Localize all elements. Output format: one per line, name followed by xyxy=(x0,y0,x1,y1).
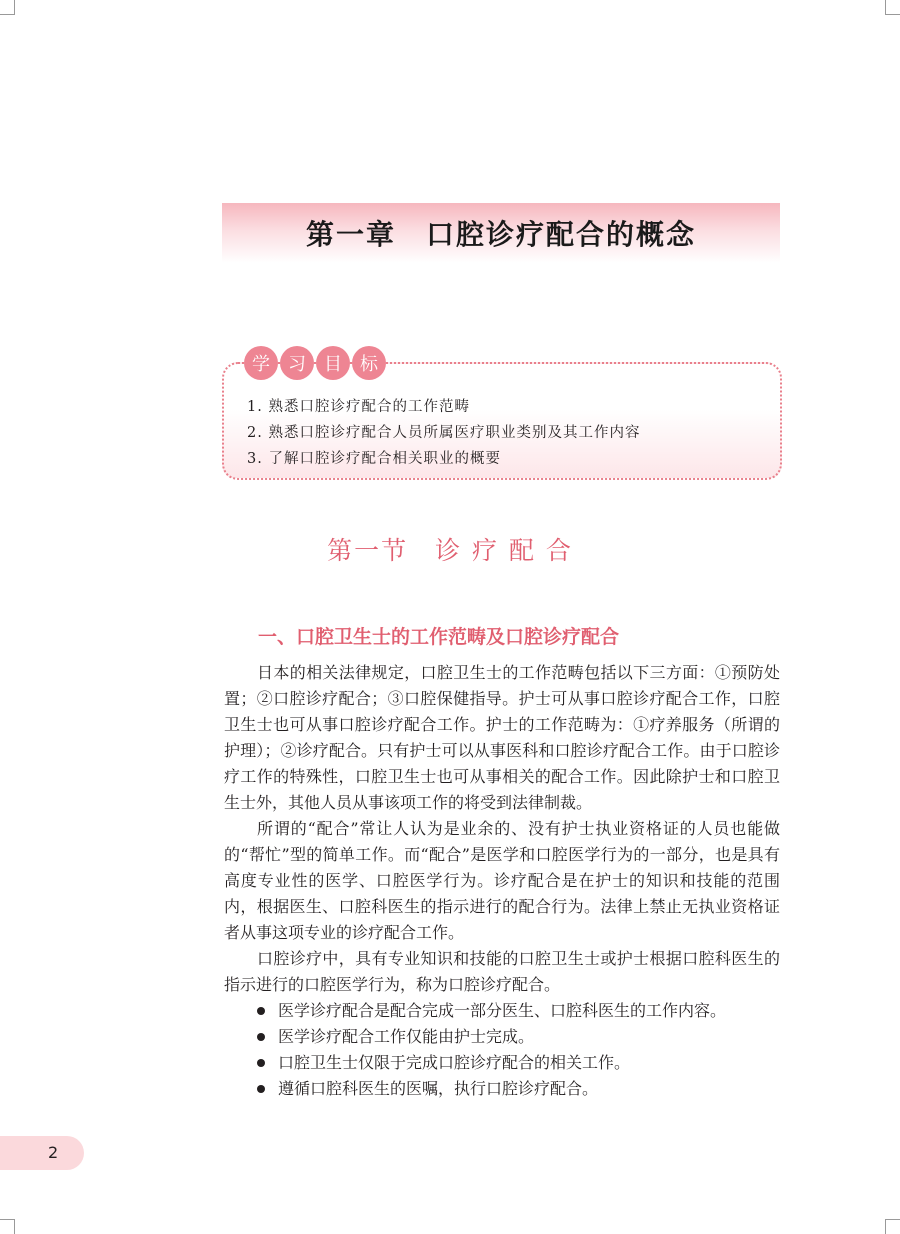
paragraph: 日本的相关法律规定，口腔卫生士的工作范畴包括以下三方面：①预防处置；②口腔诊疗配合；③口腔保健指导。护士可从事口腔诊疗配合工作，口腔卫生士也可从事口腔诊疗配合工作。护士的工作范畴为：①疗养服务（所谓的护理）；②诊疗配合。只有护士可以从事医科和口腔诊疗配合工作。由于口腔诊疗工作的特殊性，口腔卫生士也可从事相关的配合工作。因此除护士和口腔卫生士外，其他人员从事该项工作的将受到法律制裁。 xyxy=(224,663,780,812)
bullet-list xyxy=(224,998,780,1102)
crop-mark-top-left xyxy=(0,0,15,15)
goals-header-char: 习 xyxy=(280,346,314,380)
bullet-text: 医学诊疗配合是配合完成一部分医生、口腔科医生的工作内容。 xyxy=(278,1001,727,1020)
bullet-item xyxy=(224,1076,780,1102)
learning-goal-item: 3. 了解口腔诊疗配合相关职业的概要 xyxy=(247,451,501,467)
learning-goal-item: 1. 熟悉口腔诊疗配合的工作范畴 xyxy=(247,399,470,415)
learning-goal-item: 2. 熟悉口腔诊疗配合人员所属医疗职业类别及其工作内容 xyxy=(247,425,641,441)
bullet-text: 口腔卫生士仅限于完成口腔诊疗配合的相关工作。 xyxy=(278,1053,631,1072)
crop-mark-top-right xyxy=(885,0,900,15)
crop-mark-bottom-left xyxy=(0,1219,15,1234)
learning-goals-header xyxy=(244,346,386,380)
bullet-text: 医学诊疗配合工作仅能由护士完成。 xyxy=(278,1027,535,1046)
paragraph: 口腔诊疗中，具有专业知识和技能的口腔卫生士或护士根据口腔科医生的指示进行的口腔医学行为，称为口腔诊疗配合。 xyxy=(224,949,780,994)
body-text xyxy=(224,660,780,1102)
bullet-dot-icon xyxy=(257,1007,265,1015)
bullet-item xyxy=(224,1050,780,1076)
learning-goals-list xyxy=(247,394,640,472)
page-number-tab xyxy=(0,1136,84,1170)
chapter-banner xyxy=(222,203,780,263)
goals-header-char: 标 xyxy=(352,346,386,380)
bullet-text: 遵循口腔科医生的医嘱，执行口腔诊疗配合。 xyxy=(278,1079,599,1098)
chapter-title: 第一章 口腔诊疗配合的概念 xyxy=(305,218,696,251)
bullet-dot-icon xyxy=(257,1085,265,1093)
goals-header-char: 目 xyxy=(316,346,350,380)
bullet-dot-icon xyxy=(257,1033,265,1041)
goals-header-char: 学 xyxy=(244,346,278,380)
crop-mark-bottom-right xyxy=(885,1219,900,1234)
bullet-item xyxy=(224,1024,780,1050)
paragraph: 所谓的“配合”常让人认为是业余的、没有护士执业资格证的人员也能做的“帮忙”型的简单工作。而“配合”是医学和口腔医学行为的一部分，也是具有高度专业性的医学、口腔医学行为。诊疗配合是在护士的知识和技能的范围内，根据医生、口腔科医生的指示进行的配合行为。法律上禁止无执业资格证者从事这项专业的诊疗配合工作。 xyxy=(224,819,780,942)
bullet-dot-icon xyxy=(257,1059,265,1067)
page-number: 2 xyxy=(48,1143,59,1162)
subsection-heading: 一、口腔卫生士的工作范畴及口腔诊疗配合 xyxy=(258,626,620,648)
bullet-item xyxy=(224,998,780,1024)
section-title: 第一节 诊 疗 配 合 xyxy=(327,536,573,565)
